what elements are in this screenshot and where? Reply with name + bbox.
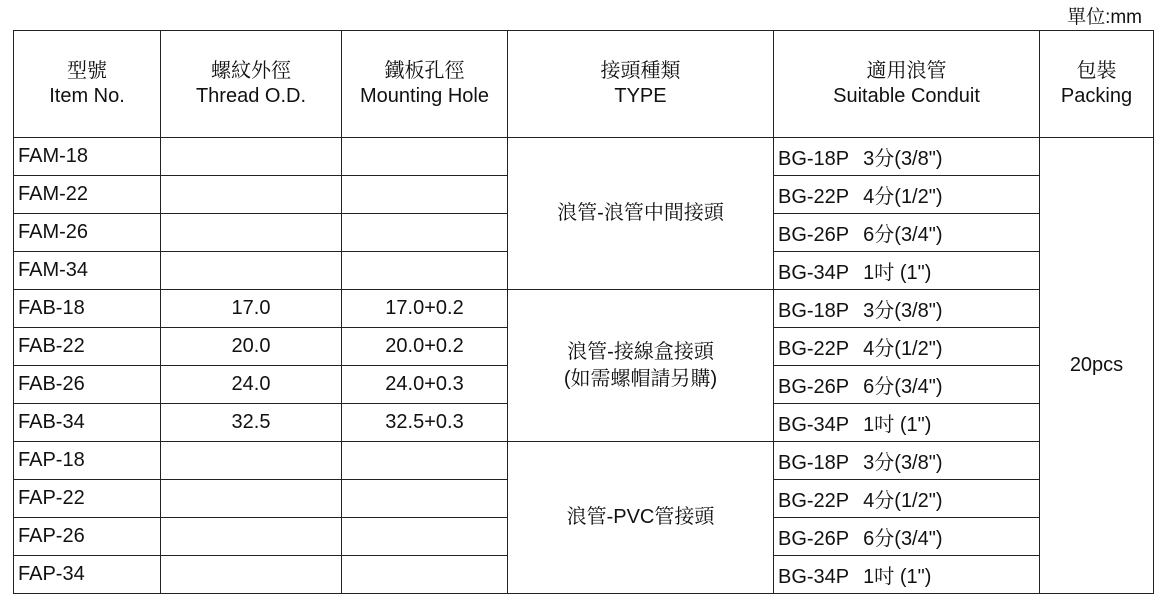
item-no-cell: FAP-22 — [14, 480, 161, 518]
conduit-size: 4分(1/2") — [863, 490, 943, 512]
thread-od-cell — [161, 518, 342, 556]
conduit-size: 6分(3/4") — [863, 224, 943, 246]
header-type — [508, 31, 774, 138]
conduit-cell — [774, 328, 1040, 366]
conduit-size: 3分(3/8") — [863, 300, 943, 322]
mounting-hole-cell — [342, 138, 508, 176]
header-zh: 包裝 — [1076, 60, 1117, 82]
type-line: (如需螺帽請另購) — [563, 367, 718, 390]
item-no-cell: FAB-18 — [14, 290, 161, 328]
conduit-cell — [774, 442, 1040, 480]
type-cell — [508, 442, 774, 594]
conduit-code: BG-34P — [778, 566, 850, 588]
thread-od-cell: 24.0 — [161, 366, 342, 404]
header-en: Suitable Conduit — [833, 85, 980, 107]
thread-od-cell — [161, 214, 342, 252]
conduit-code: BG-26P — [778, 528, 850, 550]
thread-od-cell — [161, 176, 342, 214]
item-no-cell: FAP-26 — [14, 518, 161, 556]
conduit-code: BG-18P — [778, 452, 850, 474]
conduit-cell — [774, 366, 1040, 404]
header-en: Item No. — [49, 85, 125, 107]
unit-label: 單位:mm — [1067, 7, 1142, 28]
header-zh: 型號 — [67, 60, 107, 82]
mounting-hole-cell: 20.0+0.2 — [342, 328, 508, 366]
mounting-hole-cell — [342, 252, 508, 290]
conduit-cell — [774, 518, 1040, 556]
conduit-size: 1吋 (1") — [863, 414, 932, 436]
item-no-cell: FAM-34 — [14, 252, 161, 290]
conduit-size: 4分(1/2") — [863, 186, 943, 208]
type-line: 浪管-接線盒接頭 — [567, 340, 714, 363]
conduit-cell — [774, 556, 1040, 594]
conduit-cell — [774, 138, 1040, 176]
conduit-size: 1吋 (1") — [863, 262, 932, 284]
thread-od-cell — [161, 138, 342, 176]
mounting-hole-cell: 17.0+0.2 — [342, 290, 508, 328]
conduit-size: 4分(1/2") — [863, 338, 943, 360]
header-en: Thread O.D. — [195, 85, 307, 107]
conduit-cell — [774, 214, 1040, 252]
type-line: 浪管-浪管中間接頭 — [557, 202, 724, 224]
conduit-cell — [774, 176, 1040, 214]
item-no-cell: FAB-34 — [14, 404, 161, 442]
conduit-cell — [774, 290, 1040, 328]
conduit-code: BG-22P — [778, 338, 850, 360]
conduit-size: 6分(3/4") — [863, 376, 943, 398]
thread-od-cell: 17.0 — [161, 290, 342, 328]
thread-od-cell — [161, 556, 342, 594]
table-row — [14, 138, 1154, 176]
thread-od-cell — [161, 442, 342, 480]
type-line: 浪管-PVC管接頭 — [566, 506, 715, 528]
thread-od-cell: 32.5 — [161, 404, 342, 442]
conduit-code: BG-26P — [778, 376, 850, 398]
mounting-hole-cell — [342, 556, 508, 594]
packing-cell: 20pcs — [1040, 138, 1154, 594]
header-zh: 螺紋外徑 — [211, 60, 291, 82]
header-zh: 鐵板孔徑 — [384, 60, 465, 82]
type-cell — [508, 138, 774, 290]
conduit-code: BG-34P — [778, 262, 850, 284]
item-no-cell: FAM-18 — [14, 138, 161, 176]
header-en: TYPE — [614, 85, 667, 107]
item-no-cell: FAB-22 — [14, 328, 161, 366]
item-no-cell: FAP-18 — [14, 442, 161, 480]
table-row — [14, 442, 1154, 480]
header-zh: 接頭種類 — [600, 60, 681, 82]
conduit-code: BG-34P — [778, 414, 850, 436]
conduit-code: BG-18P — [778, 300, 850, 322]
table-body — [14, 138, 1154, 594]
conduit-size: 3分(3/8") — [863, 452, 943, 474]
header-suitable-conduit — [774, 31, 1040, 138]
conduit-cell — [774, 480, 1040, 518]
table-row — [14, 290, 1154, 328]
thread-od-cell: 20.0 — [161, 328, 342, 366]
spec-table — [13, 30, 1154, 594]
conduit-code: BG-22P — [778, 186, 850, 208]
mounting-hole-cell — [342, 518, 508, 556]
mounting-hole-cell — [342, 214, 508, 252]
header-row — [14, 31, 1154, 138]
header-mounting-hole — [342, 31, 508, 138]
header-item-no — [14, 31, 161, 138]
conduit-code: BG-22P — [778, 490, 850, 512]
item-no-cell: FAB-26 — [14, 366, 161, 404]
mounting-hole-cell — [342, 480, 508, 518]
conduit-code: BG-18P — [778, 148, 850, 170]
header-packing — [1040, 31, 1154, 138]
item-no-cell: FAM-26 — [14, 214, 161, 252]
item-no-cell: FAP-34 — [14, 556, 161, 594]
header-en: Mounting Hole — [360, 85, 489, 107]
mounting-hole-cell: 32.5+0.3 — [342, 404, 508, 442]
conduit-size: 3分(3/8") — [863, 148, 943, 170]
thread-od-cell — [161, 252, 342, 290]
item-no-cell: FAM-22 — [14, 176, 161, 214]
thread-od-cell — [161, 480, 342, 518]
conduit-cell — [774, 252, 1040, 290]
header-zh: 適用浪管 — [866, 60, 947, 82]
type-cell — [508, 290, 774, 442]
mounting-hole-cell — [342, 176, 508, 214]
mounting-hole-cell — [342, 442, 508, 480]
conduit-cell — [774, 404, 1040, 442]
conduit-code: BG-26P — [778, 224, 850, 246]
header-thread-od — [161, 31, 342, 138]
conduit-size: 6分(3/4") — [863, 528, 943, 550]
header-en: Packing — [1060, 85, 1133, 107]
mounting-hole-cell: 24.0+0.3 — [342, 366, 508, 404]
conduit-size: 1吋 (1") — [863, 566, 932, 588]
